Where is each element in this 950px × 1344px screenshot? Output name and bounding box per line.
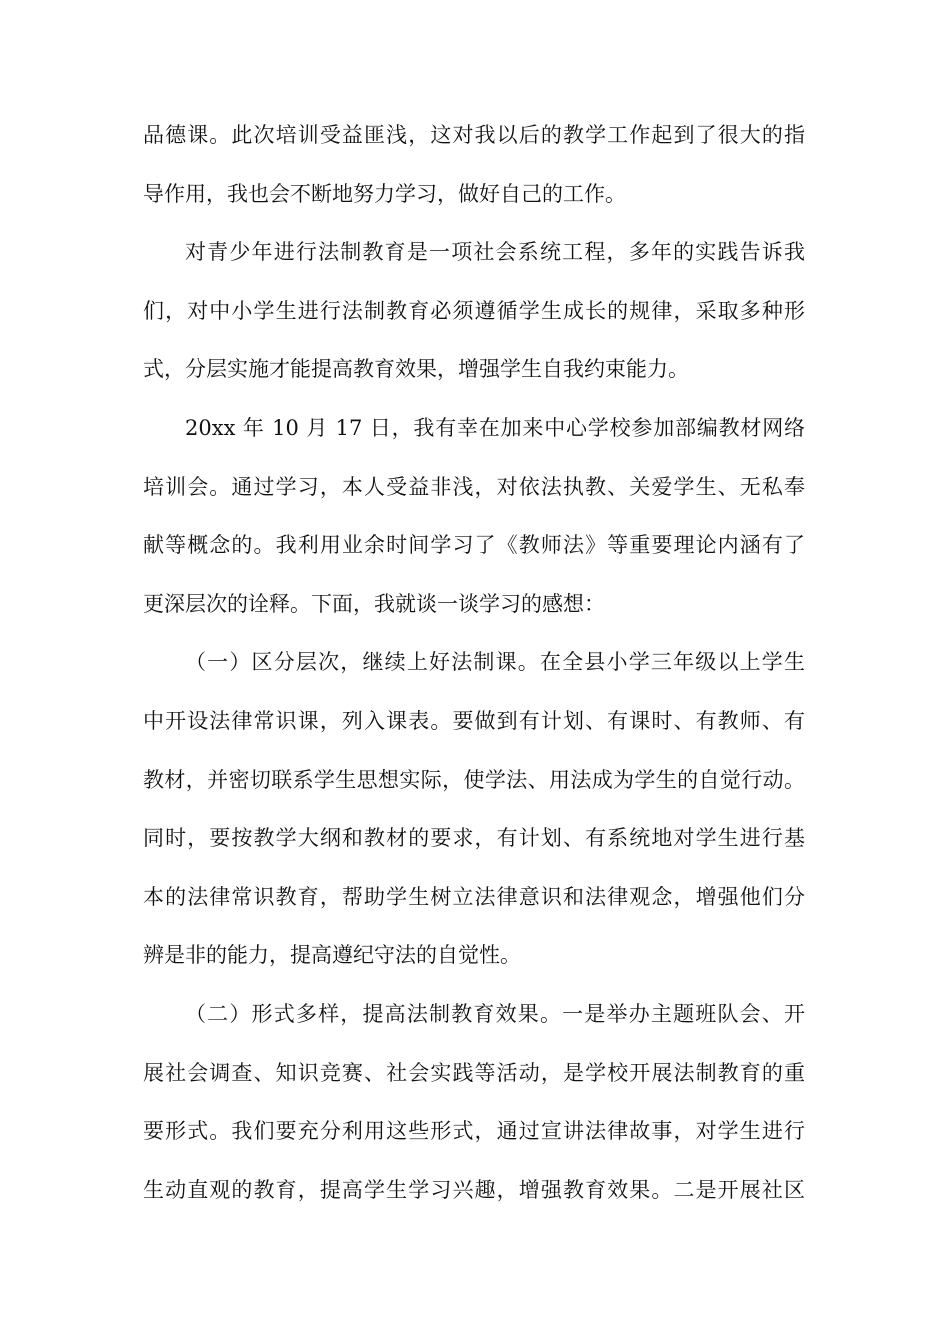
- text-line: 本的法律常识教育，帮助学生树立法律意识和法律观念，增强他们分: [143, 884, 805, 909]
- text-line: 培训会。通过学习，本人受益非浅，对依法执教、关爱学生、无私奉: [143, 474, 805, 499]
- text-line: 中开设法律常识课，列入课表。要做到有计划、有课时、有教师、有: [143, 708, 805, 733]
- text-line: 教材，并密切联系学生思想实际，使学法、用法成为学生的自觉行动。: [143, 767, 805, 792]
- text-line: 献等概念的。我利用业余时间学习了《教师法》等重要理论内涵有了: [143, 533, 805, 558]
- text-line: （二）形式多样，提高法制教育效果。一是举办主题班队会、开: [185, 1001, 805, 1026]
- document-body: [143, 106, 805, 1219]
- text-line: 导作用，我也会不断地努力学习，做好自己的工作。: [143, 181, 626, 206]
- text-line: 品德课。此次培训受益匪浅，这对我以后的教学工作起到了很大的指: [143, 123, 805, 147]
- text-line: 20xx 年 10 月 17 日，我有幸在加来中心学校参加部编教材网络: [185, 415, 805, 440]
- text-line: （一）区分层次，继续上好法制课。在全县小学三年级以上学生: [185, 650, 805, 675]
- text-line: 展社会调查、知识竞赛、社会实践等活动，是学校开展法制教育的重: [143, 1060, 805, 1085]
- text-line: 辨是非的能力，提高遵纪守法的自觉性。: [143, 943, 521, 968]
- text-line: 要形式。我们要充分利用这些形式，通过宣讲法律故事，对学生进行: [143, 1119, 805, 1144]
- text-line: 们，对中小学生进行法制教育必须遵循学生成长的规律，采取多种形: [143, 298, 805, 323]
- text-line: 同时，要按教学大纲和教材的要求，有计划、有系统地对学生进行基: [143, 826, 805, 851]
- text-line: 式，分层实施才能提高教育效果，增强学生自我约束能力。: [143, 357, 689, 382]
- text-line: 更深层次的诠释。下面，我就谈一谈学习的感想：: [143, 591, 605, 616]
- text-line: 对青少年进行法制教育是一项社会系统工程，多年的实践告诉我: [185, 240, 805, 265]
- text-line: 生动直观的教育，提高学生学习兴趣，增强教育效果。二是开展社区: [143, 1177, 805, 1202]
